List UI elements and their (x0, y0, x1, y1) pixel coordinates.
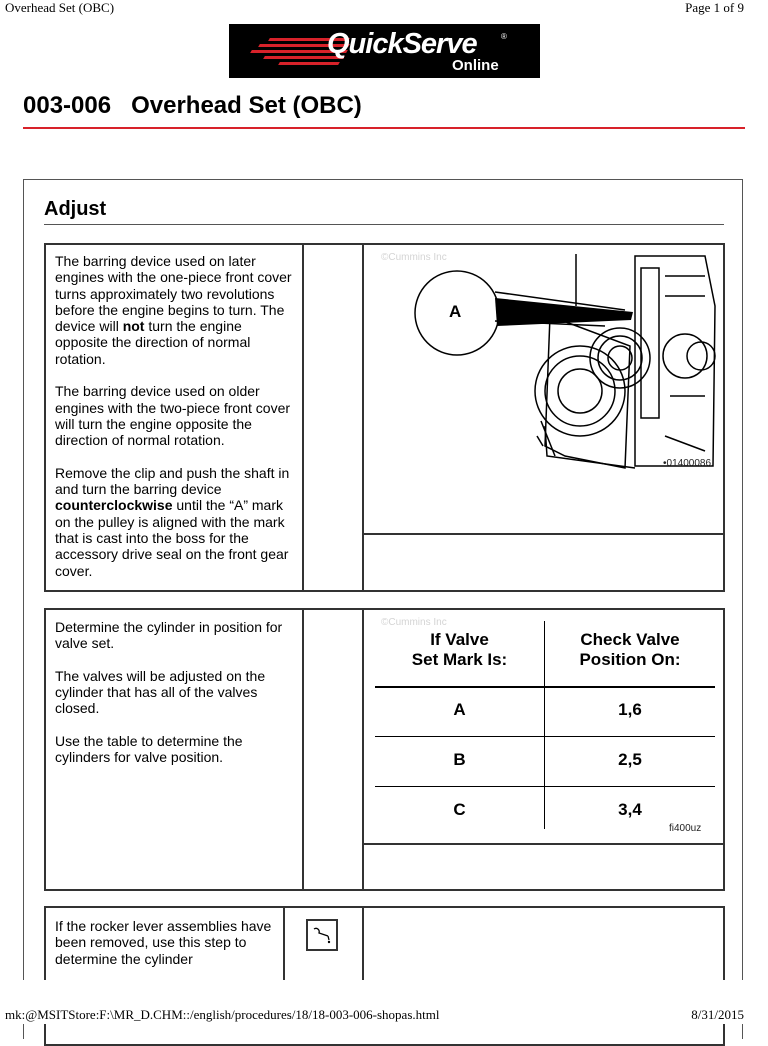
step-2-paragraph: Determine the cylinder in position for valve set. (55, 619, 283, 652)
valve-table-figure (365, 611, 723, 842)
figure-id: fi400uz (669, 823, 702, 834)
step-2-paragraph: The valves will be adjusted on the cylinder that has all of the valves closed. (55, 667, 266, 717)
step-3-text: If the rocker lever assemblies have been removed, use this step to determine the cylinder (55, 918, 272, 967)
print-header-title: Overhead Set (OBC) (5, 0, 115, 15)
print-footer-date: 8/31/2015 (691, 1007, 744, 1022)
step-1-divider (362, 243, 364, 592)
pulley-figure (365, 246, 723, 532)
figure-watermark: ©Cummins Inc (381, 252, 447, 263)
print-header-page: Page 1 of 9 (685, 0, 744, 15)
step-2-paragraph: Use the table to determine the cylinders for valve position. (55, 733, 243, 766)
step-1-divider (302, 243, 304, 592)
table-rule (375, 686, 715, 688)
step-1-paragraph: Remove the clip and push the shaft in and turn the barring device counterclockwise until the “A” mark on the pulley is aligned with the mark that is cast into the boss for the accessory drive seal on the front gear cover. (55, 464, 290, 579)
logo-brand: QuickServe (327, 28, 477, 60)
print-footer-url: mk:@MSITStore:F:\MR_D.CHM::/english/procedures/18/18-003-006-shopas.html (5, 1007, 440, 1022)
table-cell-mark: B (453, 750, 466, 769)
table-cell-mark: A (453, 700, 466, 719)
step-3-divider (283, 906, 285, 980)
page-title: 003-006 Overhead Set (OBC) (23, 92, 362, 119)
table-cell-position: 3,4 (618, 800, 642, 819)
logo-online: Online (452, 57, 499, 74)
step-2-figure-divider (362, 843, 725, 845)
tool-icon-glyph (308, 921, 336, 949)
table-rule (375, 786, 715, 787)
table-header-mark: If Valve Set Mark Is: (411, 630, 508, 669)
step-1-figure-divider (362, 533, 725, 535)
section-title: Adjust (44, 198, 107, 220)
step-2-divider (302, 608, 304, 891)
table-cell-position: 2,5 (618, 750, 642, 769)
table-cell-mark: C (453, 800, 466, 819)
figure-watermark: ©Cummins Inc (381, 617, 447, 628)
wrench-tool-icon (306, 919, 338, 951)
step-1-paragraph: The barring device used on older engines with the two-piece front cover will turn the engine opposite the direction of normal rotation. (55, 383, 291, 449)
table-rule (375, 736, 715, 737)
valve-set-table (375, 621, 715, 829)
table-header-position: Check Valve Position On: (579, 630, 681, 669)
quickserve-logo (229, 24, 540, 78)
pulley-illustration (365, 246, 723, 532)
table-cell-position: 1,6 (618, 700, 642, 719)
logo-registered-mark: ® (501, 32, 507, 41)
title-divider (23, 127, 745, 129)
section-divider (44, 224, 724, 225)
step-1-text (55, 253, 295, 595)
step-2-text (55, 619, 295, 782)
step-3-divider (362, 906, 364, 980)
step-2-divider (362, 608, 364, 891)
step-1-paragraph: The barring device used on later engines with the one-piece front cover turns approximately two revolutions before the engine begins to turn. The device will not turn the engine opposite the direction of normal rotation. (55, 253, 292, 367)
callout-label: A (449, 302, 462, 321)
logo-streak (278, 62, 340, 65)
figure-id: •01400086 (663, 458, 712, 469)
